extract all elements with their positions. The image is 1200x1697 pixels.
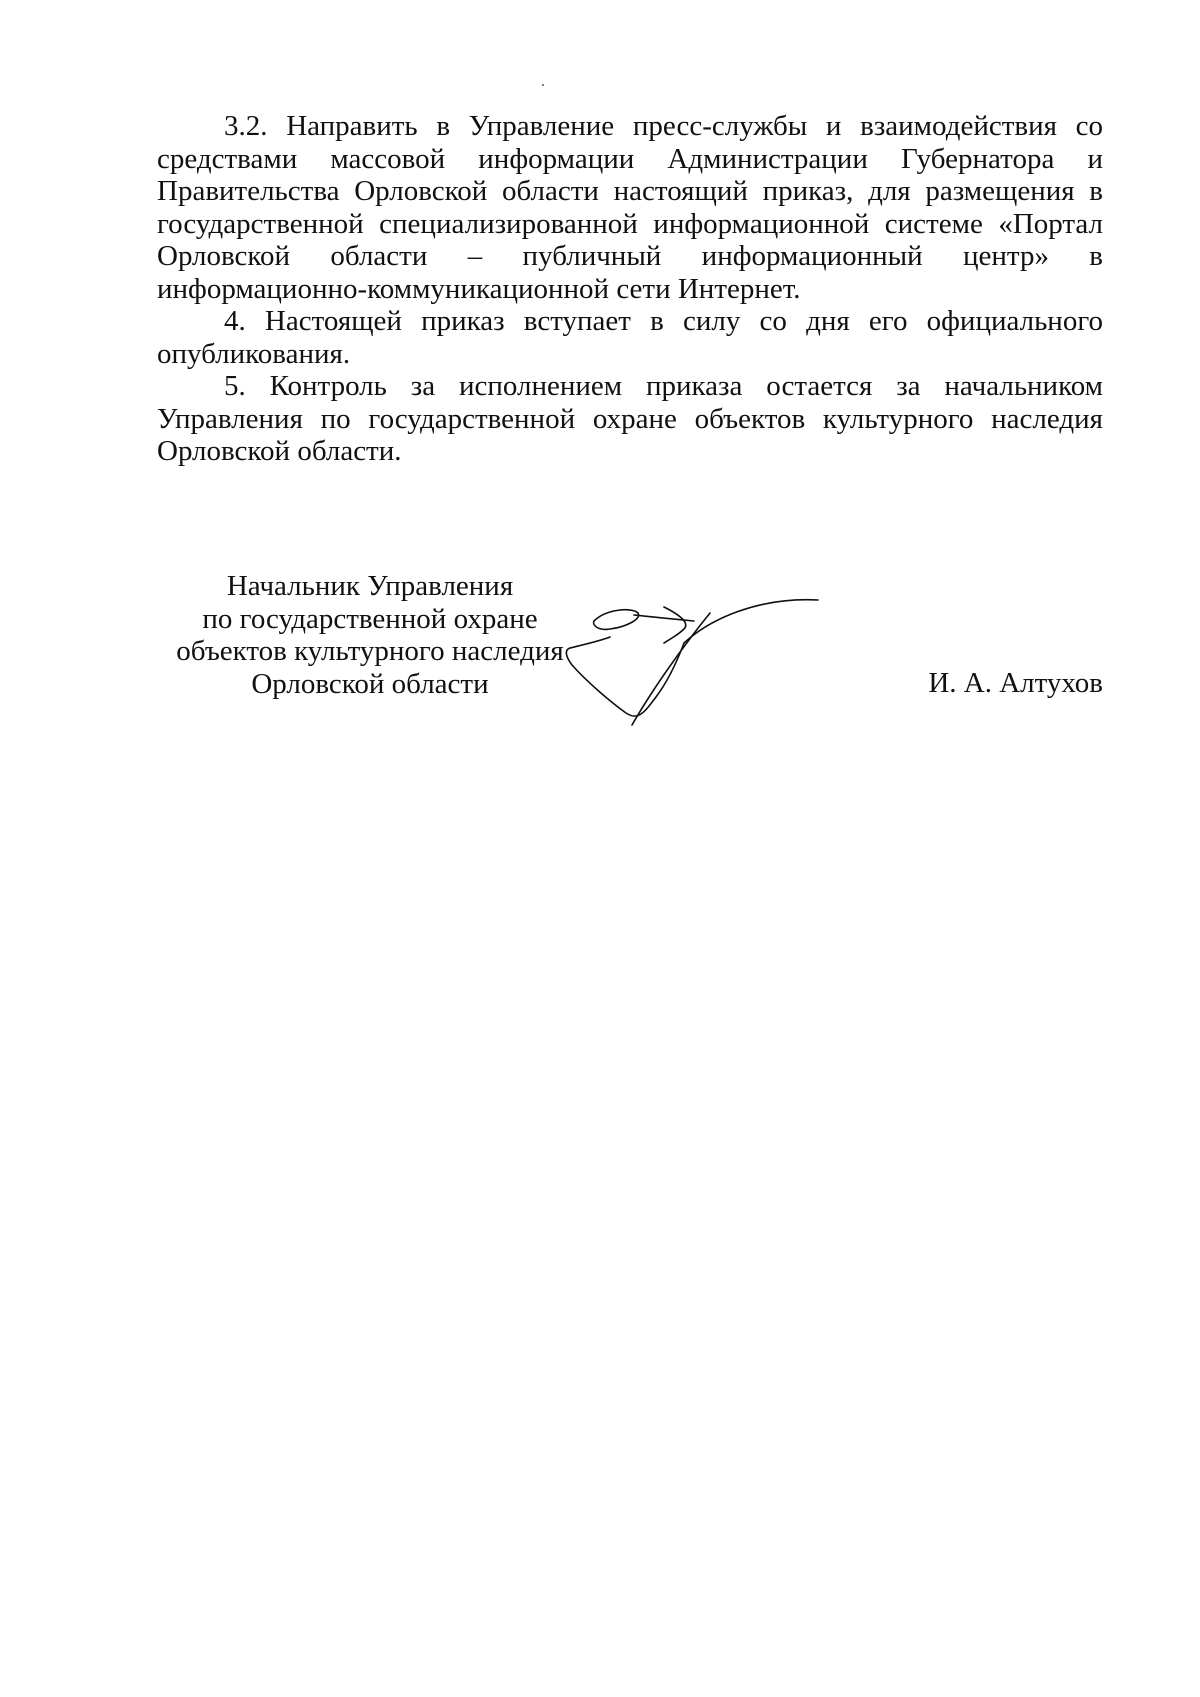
paragraph-3-2: 3.2. Направить в Управление пресс-службы и взаимодействия со средствами массовой информации Администрации Губернатора и Правительства Орловской области настоящий приказ, для размещения в государственной специализированной информационной системе «Портал Орловской области – публичный информационный центр» в информационно-коммуникационной сети Интернет. — [157, 110, 1103, 305]
position-line-2: по государственной охране — [202, 602, 538, 635]
paragraph-5: 5. Контроль за исполнением приказа остается за начальником Управления по государственной охране объектов культурного наследия Орловской области. — [157, 370, 1103, 467]
scan-speck — [542, 84, 544, 86]
handwritten-signature — [560, 585, 850, 735]
position-line-4: Орловской области — [251, 667, 489, 700]
signer-name: И. А. Алтухов — [928, 667, 1103, 699]
document-body — [157, 110, 1103, 468]
paragraph-4: 4. Настоящей приказ вступает в силу со дня его официального опубликования. — [157, 305, 1103, 370]
position-line-3: объектов культурного наследия — [176, 635, 564, 667]
signatory-position — [160, 570, 580, 700]
position-line-1: Начальник Управления — [226, 570, 514, 602]
